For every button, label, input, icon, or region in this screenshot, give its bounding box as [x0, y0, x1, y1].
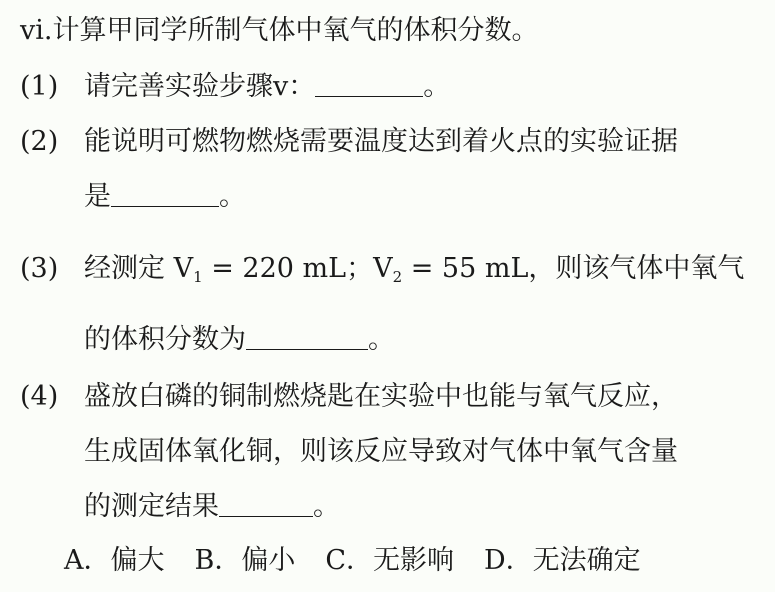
q4-text3: 的测定结果 [84, 491, 219, 522]
intro-line: vi.计算甲同学所制气体中氧气的体积分数。 [20, 15, 539, 46]
q1-answer-blank[interactable] [315, 70, 423, 97]
option-c[interactable]: C．无影响 [325, 545, 455, 576]
q2-number: (2) [20, 126, 59, 157]
option-d[interactable]: D．无法确定 [484, 545, 641, 576]
q3-line1 [84, 252, 744, 286]
q2-text: 是 [84, 181, 111, 212]
q2-line1: 能说明可燃物燃烧需要温度达到着火点的实验证据 [84, 126, 678, 157]
q4-number: (4) [20, 381, 59, 412]
q1-number: (1) [20, 71, 59, 102]
q1-line [84, 70, 450, 104]
q3-text-post: = 55 mL，则该气体中氧气 [402, 253, 745, 284]
q3-sub2: 2 [392, 268, 403, 286]
q2-period: 。 [219, 181, 246, 212]
q3-answer-blank[interactable] [246, 323, 368, 350]
q1-period: 。 [423, 71, 451, 102]
q3-text-pre: 经测定 V [84, 253, 194, 284]
option-b[interactable]: B．偏小 [194, 545, 296, 576]
q4-line2: 生成固体氧化铜，则该反应导致对气体中氧气含量 [84, 436, 678, 467]
q1-text: 请完善实验步骤v： [84, 71, 316, 102]
q3-text2: 的体积分数为 [84, 324, 246, 355]
q3-sub1: 1 [193, 268, 203, 286]
answer-options [64, 544, 641, 578]
q3-period: 。 [368, 324, 395, 355]
q4-answer-blank[interactable] [219, 490, 313, 517]
q3-line2 [84, 323, 395, 357]
q2-answer-blank[interactable] [111, 180, 219, 207]
q3-text-mid: = 220 mL；V [202, 253, 393, 284]
q4-line1: 盛放白磷的铜制燃烧匙在实验中也能与氧气反应， [84, 381, 678, 412]
option-a[interactable]: A．偏大 [64, 545, 165, 576]
q2-line2 [84, 180, 246, 214]
q4-period: 。 [313, 491, 340, 522]
q4-line3 [84, 490, 340, 524]
q3-number: (3) [20, 253, 59, 284]
